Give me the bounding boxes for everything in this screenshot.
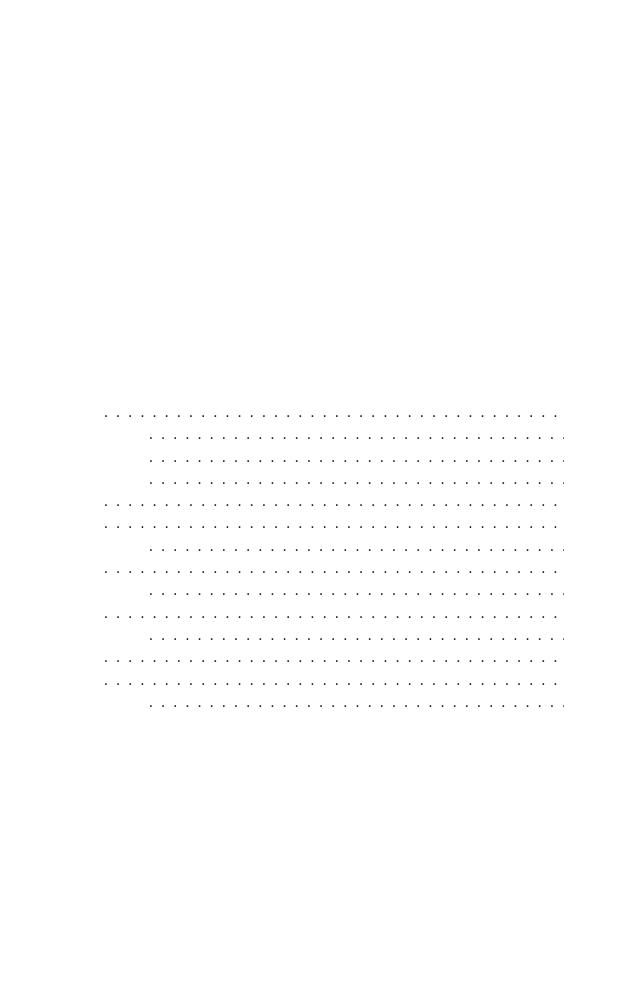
leader-dots	[104, 491, 564, 513]
toc-entry-chapter-2	[100, 447, 568, 469]
toc-entry-chapter-4	[100, 491, 568, 513]
leader-dots	[149, 625, 564, 647]
leader-dots	[149, 692, 564, 714]
toc-entry-chapter-12	[100, 670, 568, 692]
leader-dots	[149, 447, 564, 469]
leader-dots	[104, 558, 564, 580]
leader-dots	[149, 536, 564, 558]
toc-entry-chapter-9	[100, 603, 568, 625]
forest-illustration-top	[120, 62, 540, 302]
forest-illustration-bottom	[272, 890, 396, 952]
leader-dots	[149, 469, 564, 491]
toc-entry-prologue	[100, 402, 568, 424]
toc-entry-chapter-11	[100, 647, 568, 669]
toc-entry-chapter-10	[100, 625, 568, 647]
toc-entry-chapter-6	[100, 536, 568, 558]
toc-entry-chapter-7	[100, 558, 568, 580]
toc-entry-chapter-3	[100, 469, 568, 491]
toc-entry-chapter-1	[100, 424, 568, 446]
toc-entry-chapter-8	[100, 580, 568, 602]
leader-dots	[104, 603, 564, 625]
toc-entry-chapter-5	[100, 513, 568, 535]
leader-dots	[104, 513, 564, 535]
leader-dots	[149, 580, 564, 602]
leader-dots	[104, 402, 564, 424]
leader-dots	[149, 424, 564, 446]
leader-dots	[104, 670, 564, 692]
table-of-contents	[100, 402, 568, 714]
toc-entry-chapter-13	[100, 692, 568, 714]
leader-dots	[104, 647, 564, 669]
